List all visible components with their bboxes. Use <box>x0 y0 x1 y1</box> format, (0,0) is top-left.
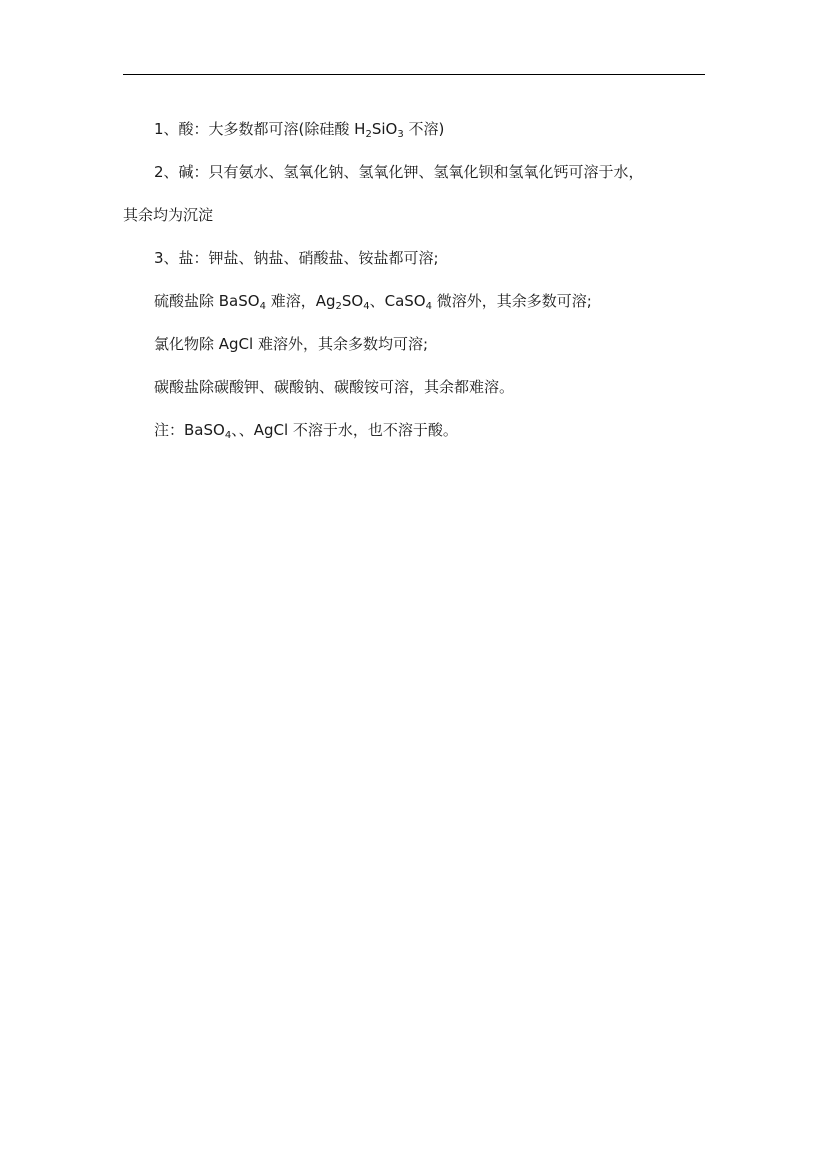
paragraph-chloride: 氯化物除 AgCl 难溶外，其余多数均可溶; <box>154 335 429 353</box>
paragraph-sulfate: 硫酸盐除 BaSO$_4$ 难溶，$Ag_2SO_4$、CaSO$_4$ 微溶外，其余多数可溶; <box>154 292 592 312</box>
paragraph-base-continued: 其余均为沉淀 <box>123 206 214 224</box>
document-body <box>123 108 705 452</box>
header-rule <box>123 74 705 75</box>
paragraph-salt: 3、盐：钾盐、钠盐、硝酸盐、铵盐都可溶; <box>154 249 439 267</box>
paragraph-note: 注：BaSO$_4$、、AgCl 不溶于水，也不溶于酸。 <box>154 421 458 441</box>
paragraph-carbonate: 碳酸盐除碳酸钾、碳酸钠、碳酸铵可溶，其余都难溶。 <box>154 378 515 396</box>
paragraph-acid: 1、酸：大多数都可溶(除硅酸 $H_2SiO_3$ 不溶) <box>154 120 445 140</box>
paragraph-base: 2、碱：只有氨水、氢氧化钠、氢氧化钾、氢氧化钡和氢氧化钙可溶于水， <box>154 163 644 181</box>
